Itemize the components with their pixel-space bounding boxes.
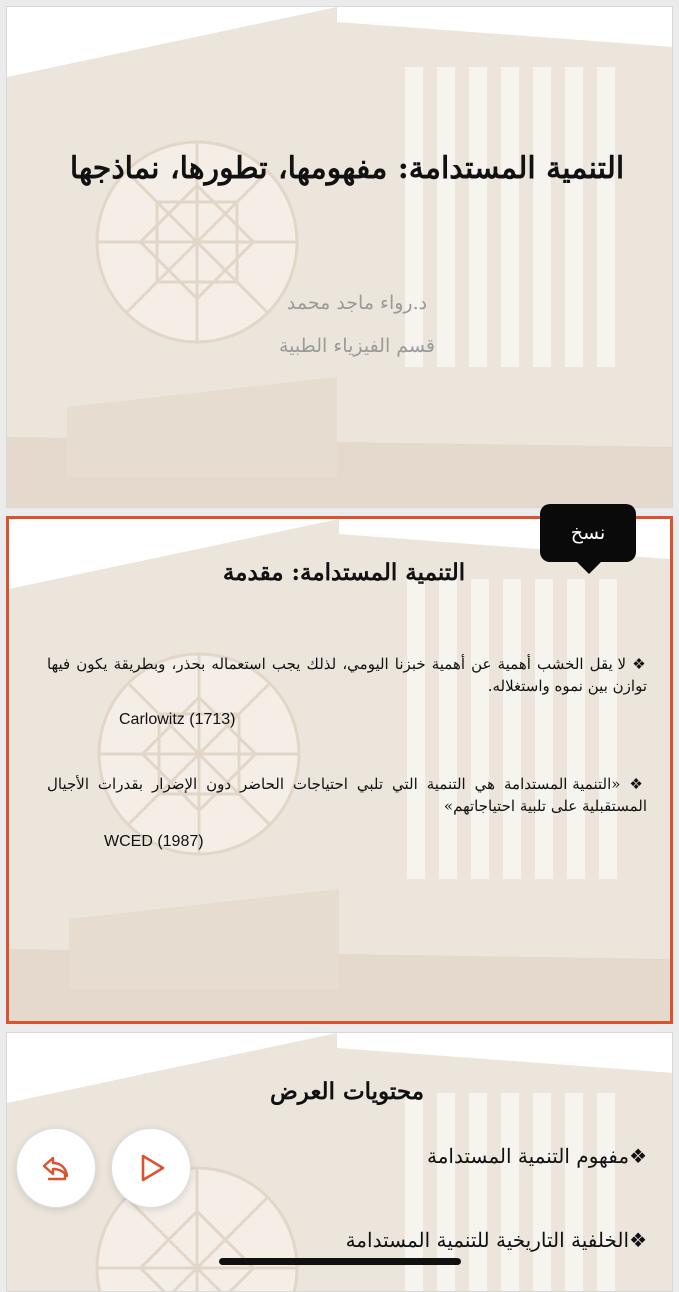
bullet-2-text: «التنمية المستدامة هي التنمية التي تلبي احتياجات الحاضر دون الإضرار بقدرات الأجيال المستقبلية على تلبية احتياجاتهم» [47, 775, 647, 815]
citation-wced: WCED (1987) [104, 833, 204, 850]
play-icon [132, 1149, 170, 1187]
contents-item-1: ❖مفهوم التنمية المستدامة [426, 1144, 647, 1168]
citation-carlowitz: Carlowitz (1713) [119, 711, 236, 728]
bullet-2-marker: ❖ [629, 775, 647, 793]
watermark-building-graphic [9, 519, 670, 1021]
bullet-1-marker: ❖ [632, 655, 647, 673]
slide-3[interactable] [6, 1032, 673, 1292]
author-name: د.رواء ماجد محمد [286, 292, 428, 314]
bullet-1-text: لا يقل الخشب أهمية عن أهمية خبزنا اليومي، لذلك يجب استعماله بحذر، وبطريقة يكون فيها توازن بين نموه واستغلاله. [47, 655, 647, 695]
bullet-2 [47, 773, 647, 817]
contents-item-2: ❖الخلفية التاريخية للتنمية المستدامة [345, 1228, 647, 1252]
bullet-1 [47, 653, 647, 697]
home-indicator[interactable] [219, 1258, 461, 1265]
share-icon [37, 1149, 75, 1187]
copy-tooltip-label[interactable]: نسخ [570, 522, 606, 544]
slide-2[interactable] [6, 516, 673, 1024]
share-button[interactable] [16, 1128, 96, 1208]
slide-3-title: محتويات العرض [269, 1078, 425, 1105]
slide-1-title: التنمية المستدامة: مفهومها، تطورها، نماذجها [69, 151, 625, 186]
department-name: قسم الفيزياء الطبية [279, 335, 435, 357]
slide-1[interactable] [6, 6, 673, 508]
copy-tooltip[interactable] [540, 504, 636, 562]
play-button[interactable] [111, 1128, 191, 1208]
slide-2-title: التنمية المستدامة: مقدمة [222, 559, 466, 586]
copy-tooltip-arrow [576, 561, 602, 574]
watermark-building-graphic [7, 7, 673, 508]
